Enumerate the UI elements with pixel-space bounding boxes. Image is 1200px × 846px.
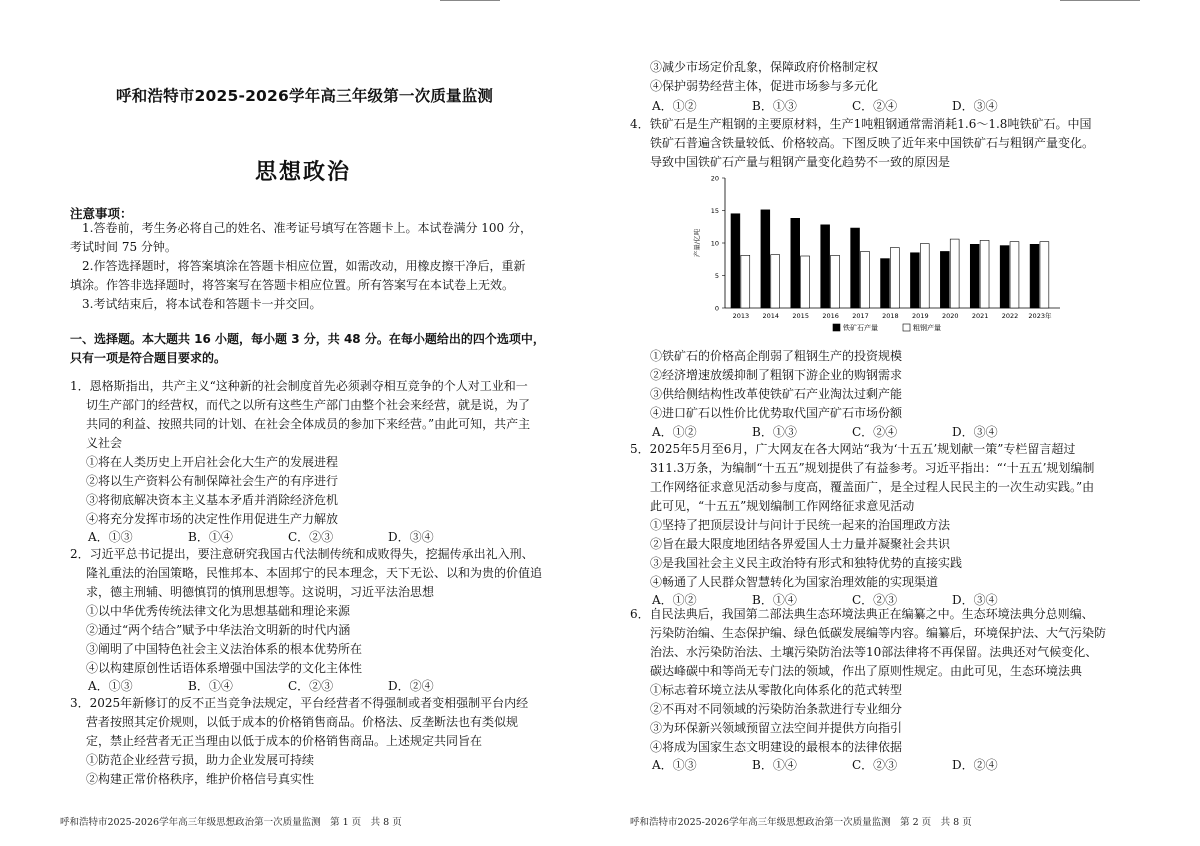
answer-options	[652, 97, 1052, 114]
statement-item: ③为环保新兴领域预留立法空间并提供方向指引	[650, 721, 903, 735]
bar-iron-ore	[940, 251, 949, 308]
notes-line: 2.作答选择题时，将答案填涂在答题卡相应位置，如需改动，用橡皮擦干净后，重新	[82, 259, 526, 273]
y-tick-label: 20	[710, 174, 719, 183]
option-b: B．①④	[752, 593, 797, 607]
bar-crude-steel	[890, 248, 899, 308]
notes-heading: 注意事项：	[70, 206, 133, 221]
option-a: A．①②	[652, 593, 697, 607]
bar-iron-ore	[761, 210, 770, 308]
scan-edge-mark	[440, 0, 500, 1]
statement-item: ①坚持了把顶层设计与问计于民统一起来的治国理政方法	[650, 518, 951, 532]
option-b: B．①③	[752, 99, 797, 113]
option-b: B．①④	[188, 530, 233, 544]
statement-item: ③将彻底解决资本主义基本矛盾并消除经济危机	[86, 493, 339, 507]
bar-iron-ore	[1030, 244, 1039, 308]
question-text: 导致中国铁矿石产量与粗钢产量变化趋势不一致的原因是	[650, 155, 951, 169]
question-text: 工作网络征求意见活动参与度高，覆盖面广，是全过程人民民主的一次生动实践。”由	[650, 480, 1095, 494]
option-c: C．②④	[852, 99, 898, 113]
option-a: A．①②	[652, 425, 697, 439]
statement-item: ①铁矿石的价格高企削弱了粗钢生产的投资规模	[650, 349, 903, 363]
notes-line: 填涂。作答非选择题时，将答案写在答题卡相应位置。所有答案写在本试卷上无效。	[70, 278, 515, 292]
bar-iron-ore	[851, 228, 860, 308]
page-footer: 呼和浩特市2025-2026学年高三年级思想政治第一次质量监测 第 2 页 共 8 页	[630, 817, 972, 828]
option-a: A．①②	[652, 99, 697, 113]
subject-title: 思想政治	[255, 160, 352, 185]
bar-crude-steel	[801, 256, 810, 308]
x-tick-label: 2018	[882, 312, 899, 320]
section-heading: 只有一项是符合题目要求的。	[70, 351, 227, 365]
bar-crude-steel	[741, 255, 750, 308]
bar-crude-steel	[920, 244, 929, 308]
question-text: 4．铁矿石是生产粗钢的主要原材料，生产1吨粗钢通常需消耗1.6～1.8吨铁矿石。中国	[630, 117, 1092, 131]
x-tick-label: 2015	[792, 312, 809, 320]
answer-options	[88, 677, 488, 694]
bar-iron-ore	[1000, 246, 1009, 308]
statement-item: ①以中华优秀传统法律文化为思想基础和理论来源	[86, 604, 351, 618]
option-a: A．①③	[88, 530, 133, 544]
statement-item: ③供给侧结构性改革使铁矿石产业淘汰过剩产能	[650, 387, 903, 401]
statement-item: ③是我国社会主义民主政治特有形式和独特优势的直接实践	[650, 556, 963, 570]
question-text: 共同的利益、按照共同的计划、在社会全体成员的参加下来经营。”由此可知，共产主	[86, 417, 531, 431]
statement-item: ④以构建原创性话语体系增强中国法学的文化主体性	[86, 661, 363, 675]
bar-crude-steel	[1040, 242, 1049, 308]
option-c: C．②③	[288, 530, 334, 544]
option-b: B．①④	[188, 679, 233, 693]
page-footer: 呼和浩特市2025-2026学年高三年级思想政治第一次质量监测 第 1 页 共 8 页	[60, 817, 402, 828]
option-d: D．③④	[952, 593, 998, 607]
x-tick-label: 2013	[732, 312, 750, 320]
bar-iron-ore	[881, 259, 890, 308]
bar-iron-ore	[821, 225, 830, 308]
option-d: D．②④	[952, 758, 998, 772]
bar-crude-steel	[831, 255, 840, 308]
legend-swatch	[833, 324, 840, 331]
option-c: C．②③	[852, 758, 898, 772]
option-c: C．②③	[288, 679, 334, 693]
statement-item: ②旨在最大限度地团结各界爱国人士力量并凝聚社会共识	[650, 537, 951, 551]
question-text: 此可见，“十五五”规划编制工作网络征求意见活动	[650, 499, 915, 513]
question-text: 营者按照其定价规则，以低于成本的价格销售商品。价格法、反垄断法也有类似规	[86, 715, 519, 729]
statement-item: ②经济增速放缓抑制了粗钢下游企业的购钢需求	[650, 368, 903, 382]
option-b: B．①③	[752, 425, 797, 439]
x-tick-label: 2023年	[1028, 312, 1052, 320]
question-text: 311.3万条，为编制“十五五”规划提供了有益参考。习近平指出：“‘十五五’规划编制	[650, 461, 1095, 475]
question-text: 3．2025年新修订的反不正当竞争法规定，平台经营者不得强制或者变相强制平台内经	[70, 696, 529, 710]
question-text: 碳达峰碳中和等尚无专门法的领域，作出了原则性规定。由此可见，生态环境法典	[650, 664, 1083, 678]
notes-line: 考试时间 75 分钟。	[70, 240, 177, 254]
bar-iron-ore	[791, 218, 800, 308]
notes-line: 3.考试结束后，将本试卷和答题卡一并交回。	[82, 297, 322, 311]
question-text: 污染防治编、生态保护编、绿色低碳发展编等内容。编纂后，环境保护法、大气污染防	[650, 626, 1107, 640]
legend-swatch	[903, 324, 910, 331]
bar-iron-ore	[970, 244, 979, 308]
statement-item: ③阐明了中国特色社会主义法治体系的根本优势所在	[86, 642, 363, 656]
answer-options	[652, 423, 1052, 440]
bar-iron-ore	[731, 214, 740, 308]
statement-item: ④进口矿石以性价比优势取代国产矿石市场份额	[650, 406, 903, 420]
y-tick-label: 0	[714, 304, 719, 313]
y-tick-label: 10	[710, 239, 719, 248]
option-b: B．①④	[752, 758, 797, 772]
option-d: D．③④	[952, 99, 998, 113]
x-tick-label: 2014	[762, 312, 780, 320]
statement-item: ④保护弱势经营主体，促进市场参与多元化	[650, 79, 879, 93]
option-d: D．③④	[952, 425, 998, 439]
legend-label: 粗钢产量	[913, 324, 941, 332]
option-d: D．②④	[388, 679, 434, 693]
x-tick-label: 2022	[1001, 312, 1019, 320]
scan-edge-mark	[1060, 0, 1140, 1]
y-tick-label: 5	[714, 272, 719, 280]
question-text: 求，德主刑辅、明德慎罚的慎刑思想等。这说明，习近平法治思想	[86, 585, 435, 599]
option-c: C．②③	[852, 593, 898, 607]
statement-item: ③减少市场定价乱象，保障政府价格制定权	[650, 60, 879, 74]
answer-options	[88, 528, 488, 545]
question-text: 切生产部门的经营权，而代之以所有这些生产部门由整个社会来经营，就是说，为了	[86, 398, 531, 412]
x-tick-label: 2020	[941, 312, 959, 320]
option-d: D．③④	[388, 530, 434, 544]
question-text: 5．2025年5月至6月，广大网友在各大网站“我为‘十五五’规划献一策”专栏留言超过	[630, 442, 1076, 456]
statement-item: ②构建正常价格秩序，维护价格信号真实性	[86, 772, 315, 786]
bar-iron-ore	[910, 253, 919, 308]
y-tick-label: 15	[710, 207, 719, 215]
x-tick-label: 2021	[971, 312, 989, 320]
question-text: 2．习近平总书记提出，要注意研究我国古代法制传统和成败得失，挖掘传承出礼入刑、	[70, 547, 534, 561]
option-c: C．②④	[852, 425, 898, 439]
statement-item: ④将充分发挥市场的决定性作用促进生产力解放	[86, 512, 339, 526]
section-heading: 一、选择题。本大题共 16 小题，每小题 3 分，共 48 分。在每小题给出的四个选项中，	[70, 332, 545, 346]
y-axis-label: 产量/亿吨	[693, 228, 701, 258]
question-text: 义社会	[86, 436, 123, 450]
question-text: 定，禁止经营者无正当理由以低于成本的价格销售商品。上述规定共同旨在	[86, 734, 483, 748]
statement-item: ④将成为国家生态文明建设的最根本的法律依据	[650, 740, 903, 754]
notes-line: 1.答卷前，考生务必将自己的姓名、准考证号填写在答题卡上。本试卷满分 100 分，	[82, 221, 532, 235]
statement-item: ④畅通了人民群众智慧转化为国家治理效能的实现渠道	[650, 575, 939, 589]
statement-item: ①将在人类历史上开启社会化大生产的发展进程	[86, 455, 339, 469]
statement-item: ②不再对不同领域的污染防治条款进行专业细分	[650, 702, 903, 716]
legend-label: 铁矿石产量	[843, 324, 878, 332]
bar-crude-steel	[861, 251, 870, 308]
exam-title: 呼和浩特市2025-2026学年高三年级第一次质量监测	[116, 87, 494, 105]
bar-crude-steel	[950, 239, 959, 308]
statement-item: ①标志着环境立法从零散化向体系化的范式转型	[650, 683, 903, 697]
answer-options	[652, 756, 1052, 773]
statement-item: ①防范企业经营亏损，助力企业发展可持续	[86, 753, 315, 767]
bar-crude-steel	[980, 240, 989, 308]
x-tick-label: 2017	[852, 312, 869, 320]
question-text: 1．恩格斯指出，共产主义“这种新的社会制度首先必须剥夺相互竞争的个人对工业和一	[70, 379, 528, 393]
x-tick-label: 2016	[822, 312, 839, 320]
question-text: 6．自民法典后，我国第二部法典生态环境法典正在编纂之中。生态环境法典分总则编、	[630, 607, 1094, 621]
statement-item: ②将以生产资料公有制保障社会生产的有序进行	[86, 474, 339, 488]
production-bar-chart	[685, 170, 1065, 345]
option-a: A．①③	[652, 758, 697, 772]
question-text: 铁矿石普遍含铁量较低、价格较高。下图反映了近年来中国铁矿石与粗钢产量变化。	[650, 136, 1095, 150]
bar-crude-steel	[771, 255, 780, 308]
question-text: 隆礼重法的治国策略，民惟邦本、本固邦宁的民本理念，天下无讼、以和为贵的价值追	[86, 566, 543, 580]
question-text: 治法、水污染防治法、土壤污染防治法等10部法律将不再保留。法典还对气候变化、	[650, 645, 1098, 659]
x-tick-label: 2019	[912, 312, 929, 320]
option-a: A．①③	[88, 679, 133, 693]
statement-item: ②通过“两个结合”赋予中华法治文明新的时代内涵	[86, 623, 351, 637]
bar-crude-steel	[1010, 242, 1019, 308]
